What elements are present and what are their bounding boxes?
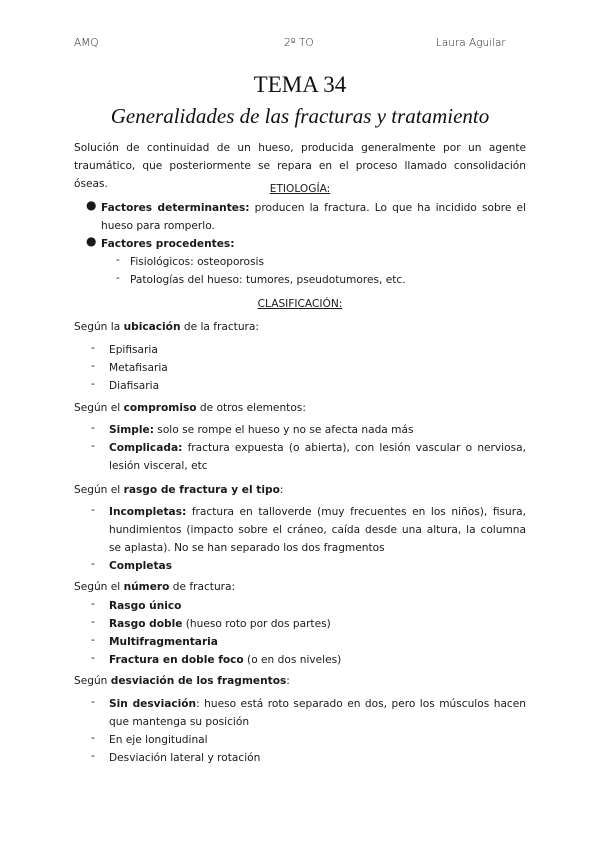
etiologia-heading: ETIOLOGÍA: (269, 183, 331, 195)
group-numero-heading: Según el número de fractura: (74, 581, 236, 593)
rasgo-item-incompletas: Incompletas: fractura en talloverde (muy frecuentes en los niños), fisura, hundimientos (impacto sobre el cráneo, caída desde una altura, la columna se aplasta). No se han separado los dos fragmentos (109, 506, 526, 554)
group-compromiso-heading: Según el compromiso de otros elementos: (74, 402, 306, 414)
bullet-icon: ● (86, 198, 97, 212)
etiologia-item-determinantes: Factores determinantes: producen la fractura. Lo que ha incidido sobre el hueso para romperlo. (101, 202, 526, 232)
header-center: 2º TO (284, 37, 314, 49)
compromiso-item-complicada: Complicada: fractura expuesta (o abierta), con lesión vascular o nerviosa, lesión visceral, etc (109, 442, 526, 472)
dash-icon: - (91, 696, 95, 708)
page-subtitle: Generalidades de las fracturas y tratamiento (110, 104, 490, 128)
numero-item: Rasgo único (109, 600, 182, 612)
dash-icon: - (91, 634, 95, 646)
page-title: TEMA 34 (253, 72, 347, 97)
desviacion-item-lateral: Desviación lateral y rotación (109, 752, 261, 764)
desviacion-item-sin: Sin desviación: hueso está roto separado en dos, pero los músculos hacen que mantenga su posición (109, 698, 526, 728)
group-rasgo-heading: Según el rasgo de fractura y el tipo: (74, 484, 284, 496)
dash-icon: - (91, 558, 95, 570)
dash-icon: - (91, 750, 95, 762)
etiologia-sub-item: Fisiológicos: osteoporosis (130, 256, 265, 268)
ubicacion-item: Metafisaria (109, 362, 168, 374)
intro-paragraph: Solución de continuidad de un hueso, producida generalmente por un agente traumático, que posteriormente se repara en el proceso llamado consolidación óseas. (74, 142, 526, 190)
dash-icon: - (91, 652, 95, 664)
dash-icon: - (91, 504, 95, 516)
dash-icon: - (91, 342, 95, 354)
dash-icon: - (91, 598, 95, 610)
numero-item: Multifragmentaria (109, 636, 218, 648)
numero-item: Fractura en doble foco (o en dos niveles) (109, 654, 342, 666)
dash-icon: - (91, 440, 95, 452)
etiologia-item-procedentes: Factores procedentes: (101, 238, 235, 250)
dash-icon: - (91, 732, 95, 744)
dash-icon: - (91, 378, 95, 390)
bullet-icon: ● (86, 234, 97, 248)
etiologia-sub-item: Patologías del hueso: tumores, pseudotumores, etc. (130, 274, 406, 286)
dash-icon: - (91, 360, 95, 372)
numero-item: Rasgo doble (hueso roto por dos partes) (109, 618, 331, 630)
dash-icon: - (116, 254, 120, 266)
clasificacion-heading: CLASIFICACIÓN: (257, 298, 343, 310)
dash-icon: - (91, 422, 95, 434)
group-ubicacion-heading: Según la ubicación de la fractura: (74, 321, 259, 333)
rasgo-item-completas: Completas (109, 560, 173, 572)
header-left: AMQ (74, 37, 99, 49)
group-desviacion-heading: Según desviación de los fragmentos: (74, 675, 290, 687)
dash-icon: - (116, 272, 120, 284)
ubicacion-item: Diafisaria (109, 380, 160, 392)
ubicacion-item: Epifisaria (109, 344, 158, 356)
desviacion-item-eje: En eje longitudinal (109, 734, 208, 746)
header-right: Laura Aguilar (436, 37, 506, 49)
compromiso-item-simple: Simple: solo se rompe el hueso y no se afecta nada más (109, 424, 414, 436)
dash-icon: - (91, 616, 95, 628)
